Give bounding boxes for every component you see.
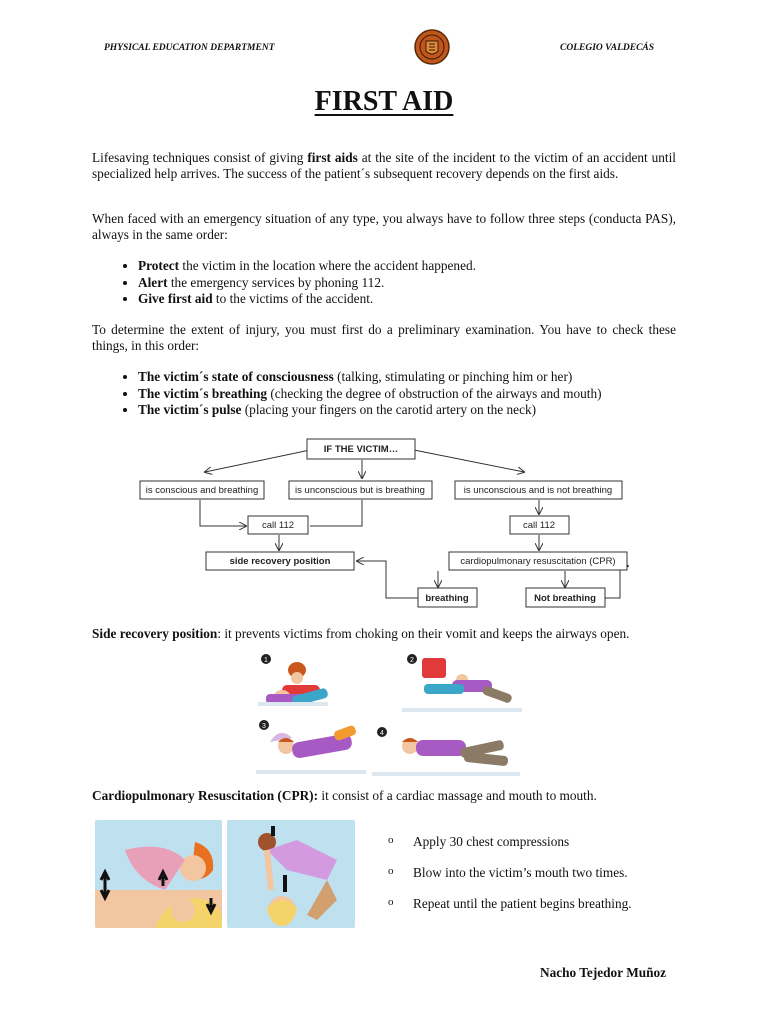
school-crest-icon	[414, 29, 450, 65]
flow-root: IF THE VICTIM…	[323, 444, 399, 455]
flow-cpr: cardiopulmonary resuscitation (CPR)	[460, 556, 616, 567]
intro-bold: first aids	[307, 150, 358, 165]
first-aid-flowchart	[130, 430, 640, 610]
flow-not-breathing: Not breathing	[534, 593, 596, 604]
header-department: PHYSICAL EDUCATION DEPARTMENT	[104, 43, 275, 53]
header-school: COLEGIO VALDECÁS	[560, 43, 655, 53]
flow-case-not-breathing: is unconscious and is not breathing	[463, 485, 613, 496]
recovery-step-1	[258, 654, 329, 706]
list-item: o Repeat until the patient begins breathing.	[388, 896, 632, 911]
svg-text:1: 1	[264, 657, 268, 664]
intro-text-1: Lifesaving techniques consist of giving	[92, 150, 308, 165]
checks-list	[112, 369, 602, 419]
svg-text:4: 4	[380, 730, 384, 737]
list-item: • Give first aid to the victims of the accident.	[138, 291, 476, 308]
cpr-text: Cardiopulmonary Resuscitation (CPR): it consist of a cardiac massage and mouth to mouth.	[92, 788, 597, 803]
recovery-step-4	[372, 727, 520, 776]
intro-text-2: at the site of the incident to the victim of an accident until specialized help arrives. The success of the patient´s subsequent recovery depends on the first aids.	[92, 150, 677, 181]
steps-intro: When faced with an emergency situation of any type, you always have to follow three steps (conducta PAS), always in the same order:	[92, 211, 676, 242]
list-item: o Apply 30 chest compressions	[388, 834, 570, 849]
cpr-steps-list	[388, 834, 632, 927]
list-item: • Alert the emergency services by phoning 112.	[138, 275, 476, 292]
page-title: FIRST AID	[314, 86, 454, 117]
cpr-compression-illustration	[95, 820, 222, 928]
flow-breathing: breathing	[425, 593, 469, 604]
list-item: • Protect the victim in the location where the accident happened.	[138, 258, 476, 275]
list-item: • The victim´s pulse (placing your fingers on the carotid artery on the neck)	[138, 402, 602, 419]
flow-case-conscious: is conscious and breathing	[145, 485, 259, 496]
flow-case-unconscious-breathing: is unconscious but is breathing	[295, 485, 425, 496]
recovery-position-illustration	[252, 650, 522, 780]
flow-recovery: side recovery position	[229, 556, 331, 567]
side-recovery-text: Side recovery position: it prevents victims from choking on their vomit and keeps the airways open.	[92, 626, 630, 641]
recovery-step-3	[256, 720, 366, 774]
list-item: o Blow into the victim’s mouth two times.	[388, 865, 628, 880]
exam-intro: To determine the extent of injury, you must first do a preliminary examination. You have to check these things, in this order:	[92, 322, 676, 353]
cpr-mouth-to-mouth-illustration	[227, 820, 355, 928]
list-item: • The victim´s breathing (checking the degree of obstruction of the airways and mouth)	[138, 386, 602, 403]
svg-text:2: 2	[410, 657, 414, 664]
author-name: Nacho Tejedor Muñoz	[540, 965, 667, 980]
svg-text:3: 3	[262, 723, 266, 730]
list-item: • The victim´s state of consciousness (talking, stimulating or pinching him or her)	[138, 369, 602, 386]
flow-call-left: call 112	[261, 520, 295, 531]
recovery-step-2	[402, 654, 522, 712]
intro-paragraph	[92, 150, 676, 181]
steps-list	[112, 258, 476, 308]
flow-call-right: call 112	[522, 520, 556, 531]
